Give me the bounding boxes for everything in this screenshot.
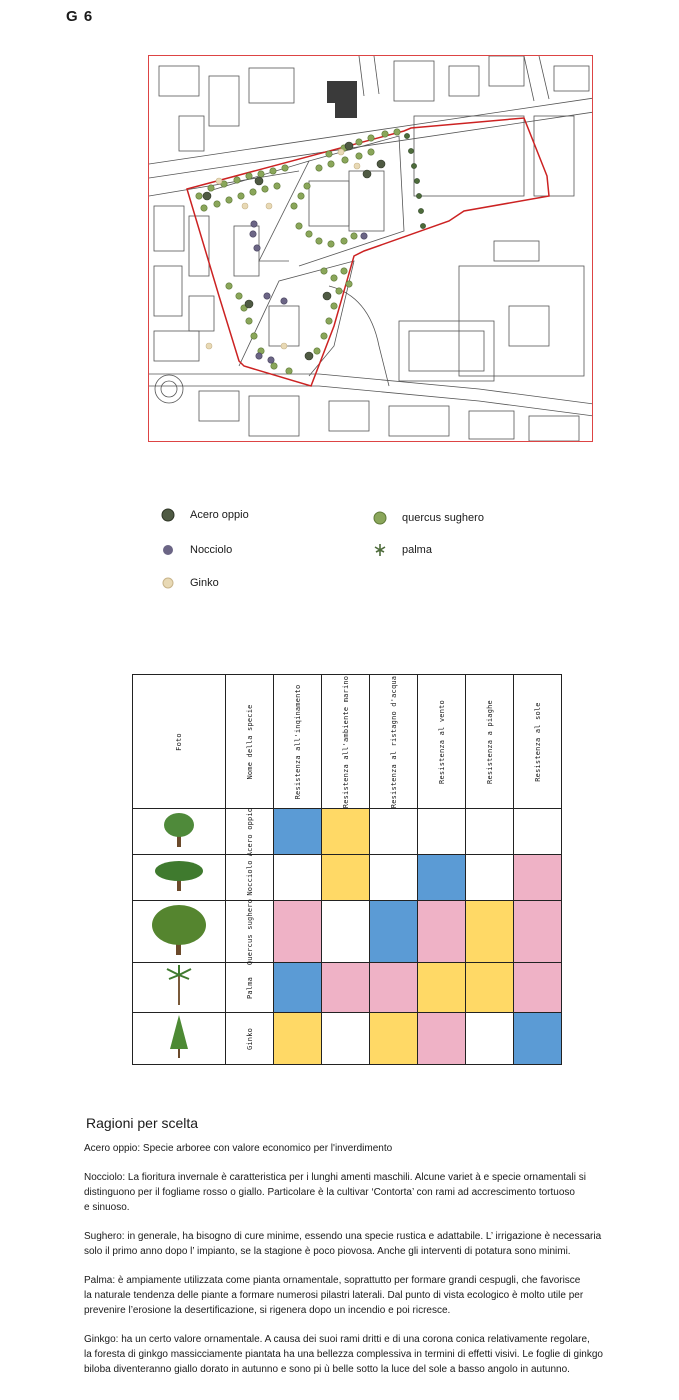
quercus-tree-icon: [286, 368, 292, 374]
quercus-tree-icon: [394, 129, 400, 135]
quercus-tree-icon: [356, 153, 362, 159]
rating-cell: [322, 809, 370, 855]
rating-cell: [370, 809, 418, 855]
table-row: [133, 855, 562, 901]
quercus-photo-icon: [133, 901, 226, 963]
nocciolo-dot-icon: [160, 542, 176, 558]
palma-icon: [408, 148, 413, 153]
quercus-tree-icon: [250, 189, 256, 195]
rating-cell: [322, 855, 370, 901]
quercus-tree-icon: [331, 275, 337, 281]
species-name-cell: [226, 855, 274, 901]
nocciolo-dot-icon: [250, 231, 256, 237]
header-cell: Resistenza all'inqinamento: [274, 675, 322, 809]
rating-cell: [322, 963, 370, 1013]
quercus-tree-icon: [234, 177, 240, 183]
quercus-tree-icon: [341, 268, 347, 274]
legend-label: quercus sughero: [402, 512, 484, 524]
quercus-tree-icon: [316, 165, 322, 171]
rating-cell: [418, 855, 466, 901]
quercus-tree-icon: [368, 135, 374, 141]
rating-cell: [274, 963, 322, 1013]
quercus-tree-icon: [226, 283, 232, 289]
palma-icon: [420, 223, 425, 228]
rating-cell: [514, 809, 562, 855]
page-code: G 6: [66, 8, 94, 25]
table-row: [133, 963, 562, 1013]
species-table: [132, 674, 562, 1065]
header-cell: Nome della specie: [226, 675, 274, 809]
acero-oppio-tree-icon: [245, 300, 253, 308]
quercus-tree-icon: [226, 197, 232, 203]
legend-label: palma: [402, 544, 432, 556]
species-name-cell: [226, 963, 274, 1013]
quercus-tree-icon: [372, 510, 388, 526]
species-name: Acero oppio: [245, 807, 254, 856]
ginko-dot-icon: [160, 575, 176, 591]
nocciolo-dot-icon: [268, 357, 274, 363]
quercus-tree-icon: [270, 168, 276, 174]
reason-paragraph: Nocciolo: La fioritura invernale è caratteristica per i lunghi amenti maschili. Alcune variet à e specie ornamentali si distinguono per il fogliame rosso o giallo. Particolare è la cultivar ‘Contorta’ con rami ad accrescimento tortuoso e sinuoso.: [84, 1172, 586, 1213]
quercus-tree-icon: [321, 268, 327, 274]
species-name: Quercus sughero: [245, 898, 254, 965]
rating-cell: [514, 855, 562, 901]
quercus-tree-icon: [282, 165, 288, 171]
acero-oppio-tree-icon: [160, 507, 176, 523]
quercus-tree-icon: [321, 333, 327, 339]
quercus-tree-icon: [356, 139, 362, 145]
quercus-tree-icon: [246, 173, 252, 179]
rating-cell: [370, 855, 418, 901]
legend-label: Nocciolo: [190, 544, 233, 556]
ginko-dot-icon: [206, 343, 212, 349]
species-name: Nocciolo: [245, 859, 254, 896]
reason-paragraph: Palma: è ampiamente utilizzata come pianta ornamentale, soprattutto per formare grandi cespugli, che favorisce la naturale tendenza delle piante a formare numerosi pilastri laterali. Dal punto di vista ecologico è molto utile per prevenire l’erosione la desertificazione, si rigenera dopo un incendio e poi ricresce.: [84, 1275, 584, 1316]
rating-cell: [418, 1013, 466, 1065]
nocciolo-dot-icon: [251, 221, 257, 227]
reason-paragraph: Ginkgo: ha un certo valore ornamentale. A causa dei suoi rami dritti e di una corona conica relativamente regolare, la foresta di ginkgo massicciamente piantata ha una bellezza complessiva in termini di effetti visivi. Le foglie di ginkgo biloba diventeranno giallo dorato in autunno e sono pi ù belle sotto la luce del sole a basso angolo in autunno.: [84, 1334, 603, 1375]
rating-cell: [418, 963, 466, 1013]
rating-cell: [466, 901, 514, 963]
table-row: [133, 809, 562, 855]
table-row: [133, 901, 562, 963]
acero-oppio-tree-icon: [323, 292, 331, 300]
rating-cell: [370, 963, 418, 1013]
rating-cell: [370, 1013, 418, 1065]
header-cell: Resistenza al vento: [418, 675, 466, 809]
nocciolo-dot-icon: [281, 298, 287, 304]
ginko-photo-icon: [133, 1013, 226, 1065]
nocciolo-dot-icon: [264, 293, 270, 299]
quercus-tree-icon: [246, 318, 252, 324]
rating-cell: [466, 1013, 514, 1065]
quercus-tree-icon: [368, 149, 374, 155]
reasons-section: [84, 1115, 654, 1391]
quercus-tree-icon: [236, 293, 242, 299]
rating-cell: [466, 809, 514, 855]
rating-cell: [274, 901, 322, 963]
ginko-dot-icon: [338, 149, 344, 155]
species-name: Ginko: [245, 1027, 254, 1050]
quercus-tree-icon: [346, 281, 352, 287]
rating-cell: [514, 1013, 562, 1065]
legend-item-acero-oppio: [160, 507, 249, 523]
palma-icon: [418, 208, 423, 213]
legend-item-ginko: [160, 575, 219, 591]
rating-cell: [322, 901, 370, 963]
acero-oppio-tree-icon: [203, 192, 211, 200]
quercus-tree-icon: [341, 238, 347, 244]
quercus-tree-icon: [196, 193, 202, 199]
quercus-tree-icon: [314, 348, 320, 354]
acero-oppio-tree-icon: [255, 177, 263, 185]
quercus-tree-icon: [208, 185, 214, 191]
rating-cell: [514, 963, 562, 1013]
rating-cell: [274, 855, 322, 901]
quercus-tree-icon: [382, 131, 388, 137]
ginko-dot-icon: [281, 343, 287, 349]
palma-icon: [372, 542, 388, 558]
legend-item-nocciolo: [160, 542, 232, 558]
quercus-tree-icon: [274, 183, 280, 189]
quercus-tree-icon: [331, 303, 337, 309]
legend-label: Acero oppio: [190, 509, 249, 521]
quercus-tree-icon: [298, 193, 304, 199]
quercus-tree-icon: [351, 233, 357, 239]
rating-cell: [514, 901, 562, 963]
quercus-tree-icon: [304, 183, 310, 189]
nocciolo-photo-icon: [133, 855, 226, 901]
quercus-tree-icon: [326, 151, 332, 157]
reason-paragraph: Acero oppio: Specie arboree con valore economico per l'inverdimento: [84, 1143, 393, 1154]
species-name-cell: [226, 809, 274, 855]
quercus-tree-icon: [328, 241, 334, 247]
rating-cell: [418, 901, 466, 963]
quercus-tree-icon: [306, 231, 312, 237]
legend-item-palma: [372, 542, 432, 558]
rating-cell: [418, 809, 466, 855]
ginko-dot-icon: [354, 163, 360, 169]
quercus-tree-icon: [296, 223, 302, 229]
acero-oppio-tree-icon: [345, 142, 353, 150]
acero-oppio-tree-icon: [363, 170, 371, 178]
header-cell: Resistenza al sole: [514, 675, 562, 809]
ginko-dot-icon: [242, 203, 248, 209]
palma-icon: [416, 193, 421, 198]
quercus-tree-icon: [238, 193, 244, 199]
quercus-tree-icon: [201, 205, 207, 211]
quercus-tree-icon: [258, 171, 264, 177]
site-plan-map: [148, 55, 593, 442]
quercus-tree-icon: [214, 201, 220, 207]
ginko-dot-icon: [266, 203, 272, 209]
table-header-row: [133, 675, 562, 809]
nocciolo-dot-icon: [256, 353, 262, 359]
rating-cell: [274, 809, 322, 855]
quercus-tree-icon: [328, 161, 334, 167]
species-name: Palma: [245, 976, 254, 999]
legend: [160, 505, 560, 595]
palma-icon: [411, 163, 416, 168]
rating-cell: [322, 1013, 370, 1065]
legend-item-quercus: [372, 510, 484, 526]
header-cell: Resistenza a piaghe: [466, 675, 514, 809]
species-name-cell: [226, 898, 274, 965]
nocciolo-dot-icon: [254, 245, 260, 251]
rating-cell: [274, 1013, 322, 1065]
quercus-tree-icon: [326, 318, 332, 324]
header-cell: Resistenza all'ambiente marino: [322, 675, 370, 809]
palma-icon: [414, 178, 419, 183]
quercus-tree-icon: [251, 333, 257, 339]
acero-oppio-tree-icon: [377, 160, 385, 168]
palma-photo-icon: [133, 963, 226, 1013]
quercus-tree-icon: [291, 203, 297, 209]
quercus-tree-icon: [262, 186, 268, 192]
quercus-tree-icon: [342, 157, 348, 163]
acero-oppio-photo-icon: [133, 809, 226, 855]
rating-cell: [466, 855, 514, 901]
species-name-cell: [226, 1013, 274, 1065]
reason-paragraph: Sughero: in generale, ha bisogno di cure minime, essendo una specie rustica e adattabile. L’ irrigazione è necessaria solo il primo anno dopo l’ impianto, se la stagione è poco piovosa. Anche gli interventi di potatura sono minimi.: [84, 1231, 602, 1257]
quercus-tree-icon: [316, 238, 322, 244]
reasons-title: Ragioni per scelta: [86, 1115, 199, 1131]
header-cell: Foto: [133, 675, 226, 809]
quercus-tree-icon: [336, 288, 342, 294]
table-row: [133, 1013, 562, 1065]
acero-oppio-tree-icon: [305, 352, 313, 360]
palma-icon: [404, 133, 409, 138]
ginko-dot-icon: [216, 178, 222, 184]
legend-label: Ginko: [190, 577, 219, 589]
rating-cell: [370, 901, 418, 963]
quercus-tree-icon: [271, 363, 277, 369]
nocciolo-dot-icon: [361, 233, 367, 239]
header-cell: Resistenza al ristagno d'acqua: [370, 675, 418, 809]
rating-cell: [466, 963, 514, 1013]
